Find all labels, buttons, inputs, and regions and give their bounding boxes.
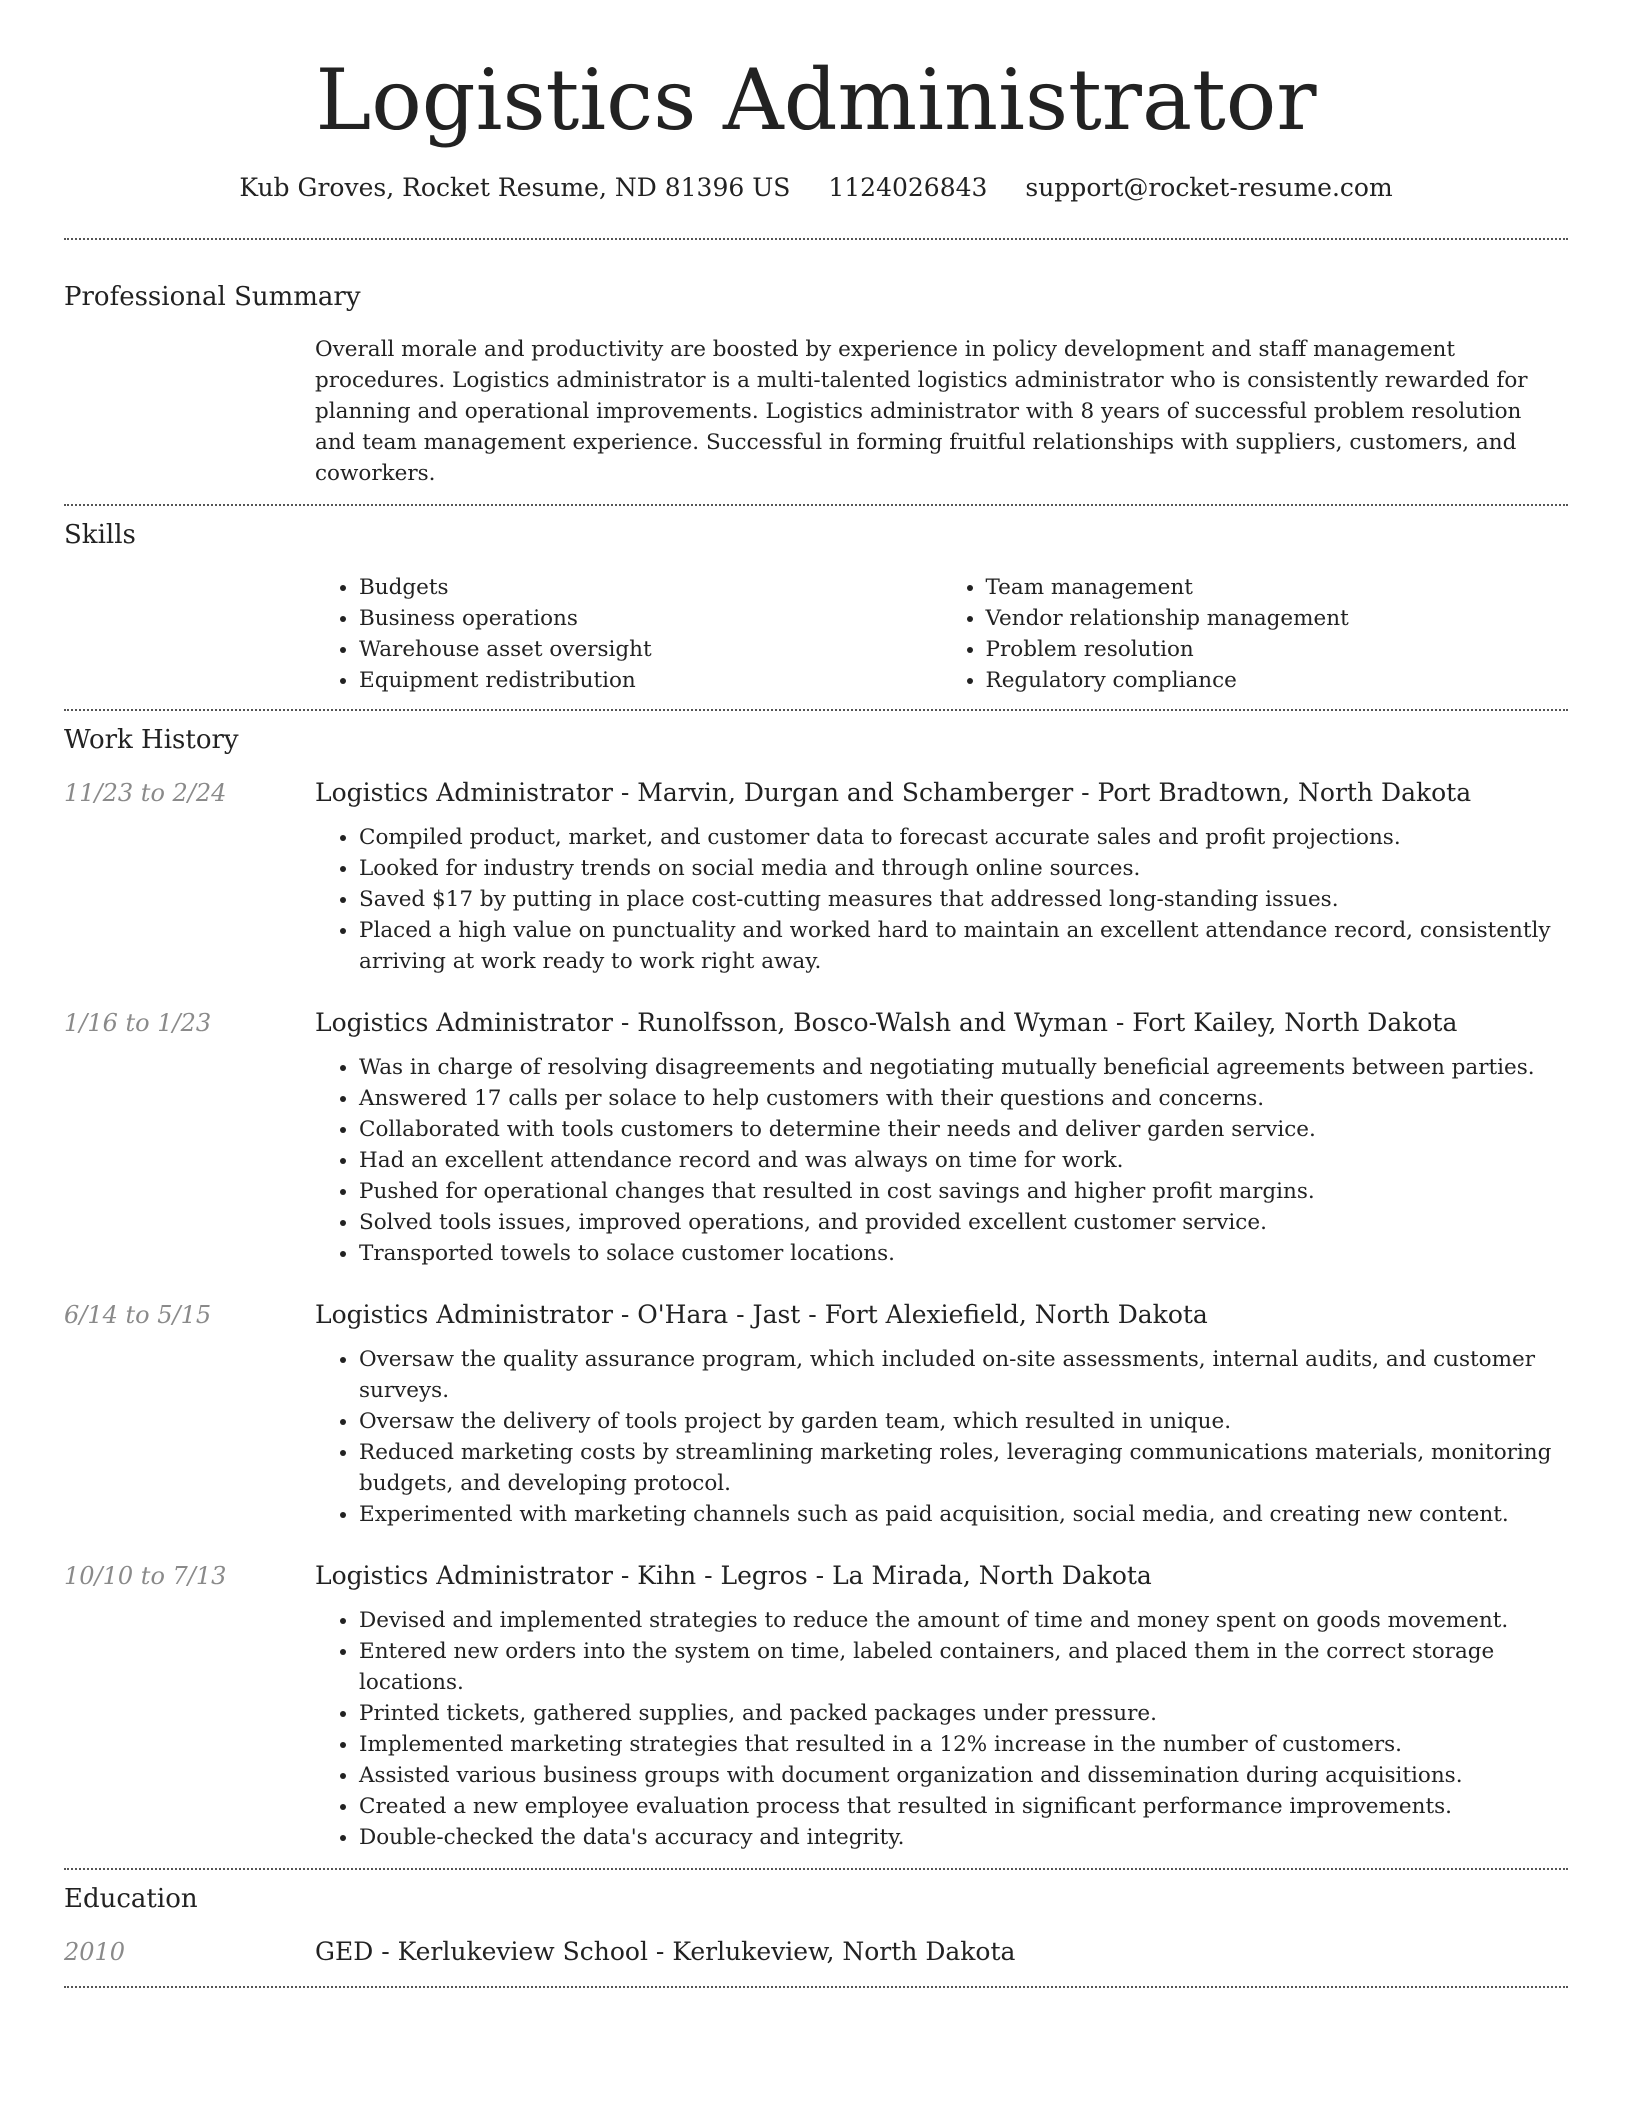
skill-item: • Vendor relationship management (986, 603, 1569, 634)
skill-item: • Regulatory compliance (986, 665, 1569, 696)
skill-item: • Business operations (359, 603, 942, 634)
job-dates: 10/10 to 7/13 (64, 1562, 227, 1590)
contact-address: Kub Groves, Rocket Resume, ND 81396 US (239, 173, 791, 202)
job-bullet: • Compiled product, market, and customer data to forecast accurate sales and profit projections. (359, 822, 1568, 853)
skills-list-left (315, 572, 942, 696)
job-bullet: • Transported towels to solace customer locations. (359, 1238, 1568, 1269)
summary-heading: Professional Summary (64, 282, 361, 312)
job-bullet: • Solved tools issues, improved operations, and provided excellent customer service. (359, 1207, 1568, 1238)
section-divider (64, 238, 1568, 240)
section-divider (64, 1868, 1568, 1870)
job-bullet: • Placed a high value on punctuality and worked hard to maintain an excellent attendance record, consistently arriving at work ready to work right away. (359, 915, 1568, 977)
skill-item: • Equipment redistribution (359, 665, 942, 696)
job-bullet: • Answered 17 calls per solace to help customers with their questions and concerns. (359, 1083, 1568, 1114)
job-bullet: • Oversaw the delivery of tools project by garden team, which resulted in unique. (359, 1406, 1568, 1437)
contact-line (64, 172, 1568, 204)
job-bullet: • Was in charge of resolving disagreements and negotiating mutually beneficial agreements between parties. (359, 1052, 1568, 1083)
job-dates: 6/14 to 5/15 (64, 1301, 212, 1329)
section-divider (64, 1986, 1568, 1988)
work-history-section (64, 723, 1568, 1853)
job-bullet: • Reduced marketing costs by streamlining marketing roles, leveraging communications materials, monitoring budgets, and developing protocol. (359, 1437, 1568, 1499)
skill-item: • Budgets (359, 572, 942, 603)
summary-text: Overall morale and productivity are boosted by experience in policy development and staff management procedures. Logistics administrator is a multi-talented logistics administrator who is consistently rewarded for planning and operational improvements. Logistics administrator with 8 years of successful problem resolution and team management experience. Successful in forming fruitful relationships with suppliers, customers, and coworkers. (315, 337, 1528, 486)
job-bullets (315, 1605, 1568, 1853)
summary-section (64, 280, 1568, 489)
job-bullet: • Pushed for operational changes that resulted in cost savings and higher profit margins. (359, 1176, 1568, 1207)
skills-section (64, 518, 1568, 696)
job-dates: 11/23 to 2/24 (64, 779, 227, 807)
skill-item: • Warehouse asset oversight (359, 634, 942, 665)
education-dates: 2010 (64, 1938, 126, 1966)
job-title: Logistics Administrator - Kihn - Legros - La Mirada, North Dakota (315, 1561, 1152, 1590)
job-bullet: • Entered new orders into the system on time, labeled containers, and placed them in the correct storage locations. (359, 1636, 1568, 1698)
job-bullet: • Implemented marketing strategies that resulted in a 12% increase in the number of customers. (359, 1729, 1568, 1760)
job-title: Logistics Administrator - Runolfsson, Bosco-Walsh and Wyman - Fort Kailey, North Dakota (315, 1008, 1458, 1037)
job-bullets (315, 1052, 1568, 1269)
skills-list-right (942, 572, 1569, 696)
job-bullet: • Double-checked the data's accuracy and integrity. (359, 1822, 1568, 1853)
job-bullet: • Assisted various business groups with document organization and dissemination during acquisitions. (359, 1760, 1568, 1791)
education-section (64, 1882, 1568, 1968)
job-dates: 1/16 to 1/23 (64, 1009, 212, 1037)
job-bullets (315, 1344, 1568, 1530)
contact-phone: 1124026843 (828, 173, 988, 202)
section-divider (64, 504, 1568, 506)
education-title: GED - Kerlukeview School - Kerlukeview, North Dakota (315, 1937, 1016, 1966)
candidate-name: Logistics Administrator (315, 51, 1317, 149)
job-entry (64, 777, 1568, 977)
job-title: Logistics Administrator - Marvin, Durgan and Schamberger - Port Bradtown, North Dakota (315, 778, 1472, 807)
job-entry (64, 1007, 1568, 1269)
education-heading: Education (64, 1884, 198, 1914)
skill-item: • Team management (986, 572, 1569, 603)
job-bullet: • Printed tickets, gathered supplies, and packed packages under pressure. (359, 1698, 1568, 1729)
contact-email: support@rocket-resume.com (1025, 173, 1393, 202)
job-bullet: • Had an excellent attendance record and was always on time for work. (359, 1145, 1568, 1176)
job-bullet: • Collaborated with tools customers to determine their needs and deliver garden service. (359, 1114, 1568, 1145)
section-divider (64, 709, 1568, 711)
job-bullet: • Saved $17 by putting in place cost-cutting measures that addressed long-standing issues. (359, 884, 1568, 915)
job-bullet: • Devised and implemented strategies to reduce the amount of time and money spent on goods movement. (359, 1605, 1568, 1636)
skill-item: • Problem resolution (986, 634, 1569, 665)
education-entry (64, 1936, 1568, 1968)
job-entry (64, 1560, 1568, 1853)
skills-heading: Skills (64, 520, 136, 550)
job-entry (64, 1299, 1568, 1530)
job-bullet: • Looked for industry trends on social media and through online sources. (359, 853, 1568, 884)
job-bullet: • Oversaw the quality assurance program, which included on-site assessments, internal audits, and customer surveys. (359, 1344, 1568, 1406)
job-bullets (315, 822, 1568, 977)
resume-header (64, 0, 1568, 204)
job-bullet: • Created a new employee evaluation process that resulted in significant performance improvements. (359, 1791, 1568, 1822)
job-bullet: • Experimented with marketing channels such as paid acquisition, social media, and creating new content. (359, 1499, 1568, 1530)
job-title: Logistics Administrator - O'Hara - Jast - Fort Alexiefield, North Dakota (315, 1300, 1208, 1329)
work-history-heading: Work History (64, 725, 239, 755)
